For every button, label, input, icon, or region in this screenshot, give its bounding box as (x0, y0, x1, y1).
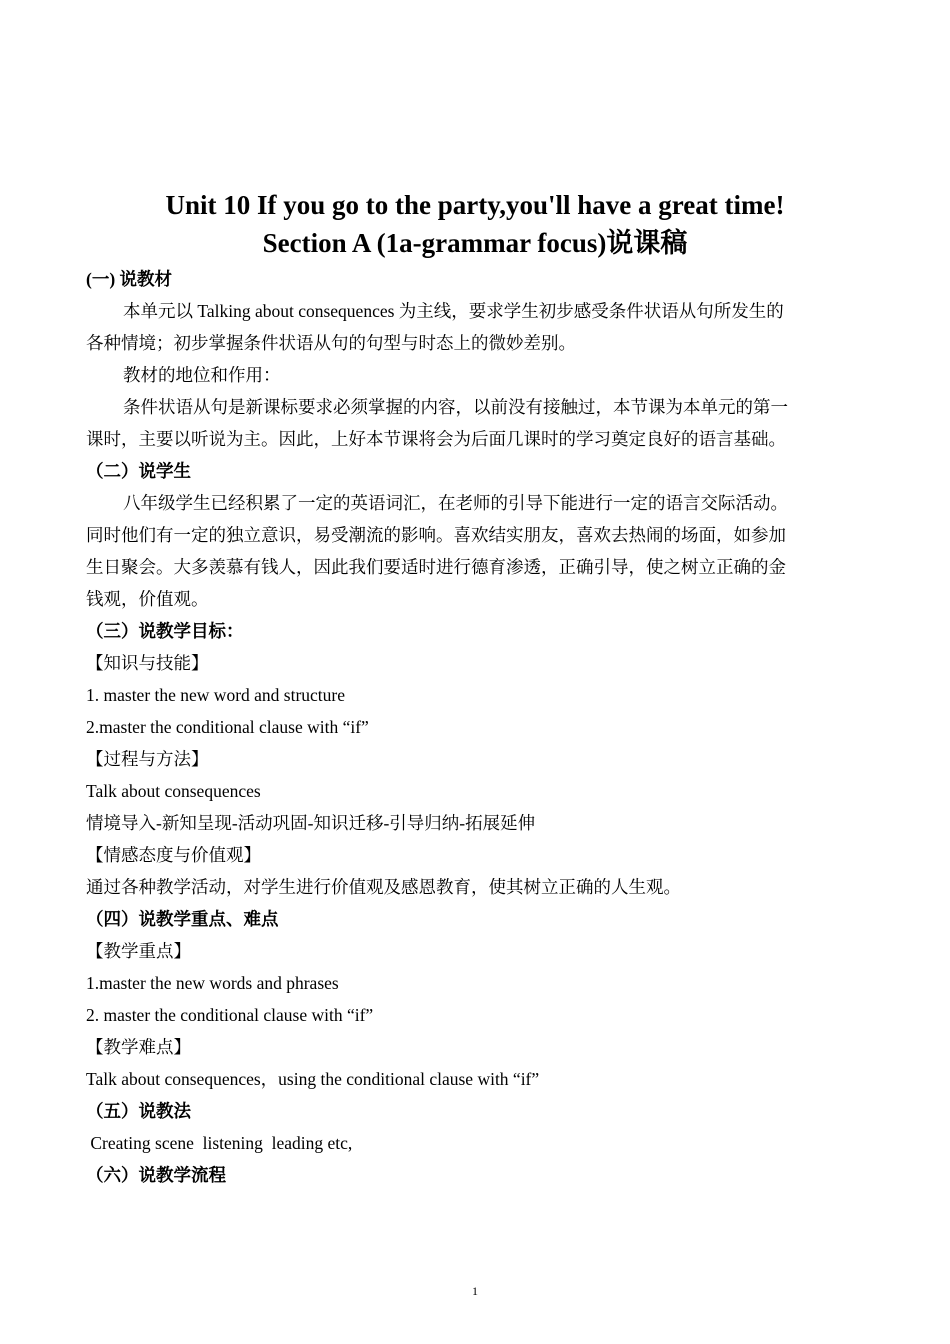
paragraph-line: 钱观，价值观。 (86, 589, 209, 609)
paragraph-line: 同时他们有一定的独立意识，易受潮流的影响。喜欢结实朋友，喜欢去热闹的场面，如参加 (86, 525, 786, 545)
list-item: 2.master the conditional clause with “if” (86, 717, 369, 737)
paragraph-line: Talk about consequences，using the conditional clause with “if” (86, 1069, 540, 1089)
paragraph-line: 教材的地位和作用： (123, 365, 281, 385)
paragraph-line: 通过各种教学活动，对学生进行价值观及感恩教育，使其树立正确的人生观。 (86, 877, 681, 897)
document-subtitle: Section A (1a-grammar focus)说课稿 (262, 228, 688, 258)
subheading: 【过程与方法】 (86, 749, 209, 769)
paragraph-line: 条件状语从句是新课标要求必须掌握的内容，以前没有接触过，本节课为本单元的第一 (123, 397, 788, 417)
subheading: 【知识与技能】 (86, 653, 209, 673)
paragraph-line: 本单元以 Talking about consequences 为主线，要求学生初步感受条件状语从句所发生的 (123, 301, 784, 321)
subheading: 【教学重点】 (86, 941, 191, 961)
subheading: 【教学难点】 (86, 1037, 191, 1057)
paragraph-line: 八年级学生已经积累了一定的英语词汇，在老师的引导下能进行一定的语言交际活动。 (123, 493, 788, 513)
list-item: 1.master the new words and phrases (86, 973, 339, 993)
paragraph-line: 生日聚会。大多羡慕有钱人，因此我们要适时进行德育渗透，正确引导，使之树立正确的金 (86, 557, 786, 577)
section-heading-3: （三）说教学目标： (86, 621, 244, 641)
page-number: 1 (472, 1284, 478, 1298)
section-heading-2: （二）说学生 (86, 461, 191, 481)
list-item: 1. master the new word and structure (86, 685, 346, 705)
section-heading-4: （四）说教学重点、难点 (86, 909, 279, 929)
paragraph-line: 各种情境；初步掌握条件状语从句的句型与时态上的微妙差别。 (86, 333, 576, 353)
paragraph-line: 情境导入-新知呈现-活动巩固-知识迁移-引导归纳-拓展延伸 (86, 813, 536, 833)
subheading: 【情感态度与价值观】 (86, 845, 261, 865)
list-item: 2. master the conditional clause with “if” (86, 1005, 374, 1025)
section-heading-6: （六）说教学流程 (86, 1165, 226, 1185)
paragraph-line: Creating scene listening leading etc, (86, 1133, 353, 1153)
section-heading-1: (一) 说教材 (86, 269, 173, 289)
section-heading-5: （五）说教法 (86, 1101, 191, 1121)
document-title: Unit 10 If you go to the party,you'll have a great time! (165, 190, 785, 220)
paragraph-line: 课时，主要以听说为主。因此，上好本节课将会为后面几课时的学习奠定良好的语言基础。 (86, 429, 786, 449)
paragraph-line: Talk about consequences (86, 781, 261, 801)
